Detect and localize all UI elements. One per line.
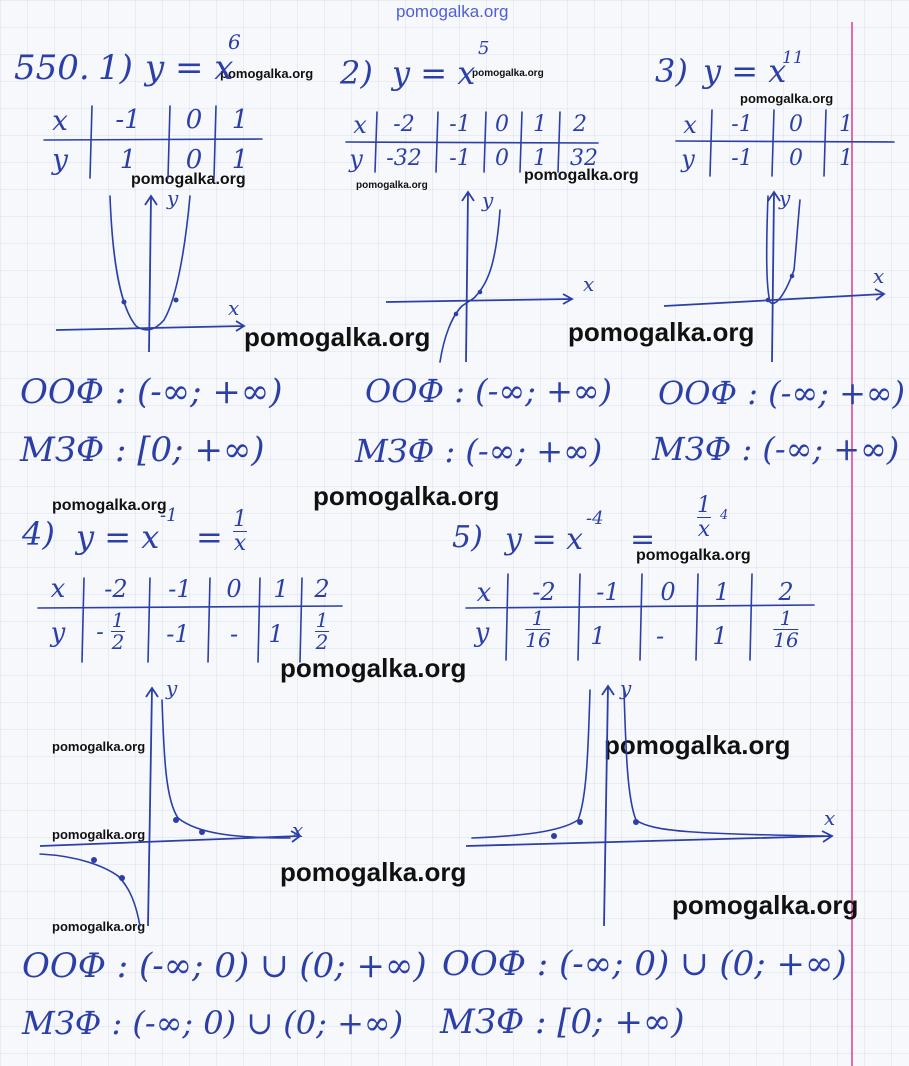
plotted-point <box>790 274 795 279</box>
table-cell: 32 <box>570 146 598 171</box>
fraction-numerator: 1 <box>315 608 329 632</box>
table-rule <box>750 574 752 660</box>
watermark: pomogalka.org <box>52 739 146 754</box>
task-function: y = x <box>392 54 476 92</box>
table-cell: -32 <box>386 146 422 171</box>
domain-text: ООФ : (-∞; 0) ∪ (0; +∞) <box>442 944 847 984</box>
table-rule <box>90 106 92 178</box>
table-cell: -1 <box>731 146 753 171</box>
fraction-denominator: 2 <box>111 630 125 654</box>
table-cell: 0 <box>660 578 676 606</box>
task-label: 2) <box>340 54 373 92</box>
watermark: pomogalka.org <box>524 167 639 184</box>
table-x-label: x <box>476 578 492 608</box>
table-cell: 1 <box>714 578 730 606</box>
table-rule <box>696 574 698 660</box>
fraction-denominator: 16 <box>773 628 799 652</box>
y-axis <box>146 688 158 926</box>
table-cell: 1 <box>533 146 547 171</box>
table-cell: 2 <box>778 578 794 606</box>
axis-y-label: y <box>482 188 494 212</box>
table-rule <box>208 578 210 662</box>
fraction-denominator: x <box>233 531 247 557</box>
axis-y-label: y <box>167 186 179 210</box>
table-rule <box>520 112 522 172</box>
range-text: МЗФ : [0; +∞) <box>20 430 265 470</box>
table-rule <box>375 112 377 172</box>
table-cell: -2 <box>393 112 415 137</box>
axis-x-label: x <box>292 818 304 842</box>
table-rule <box>640 574 642 660</box>
table-rule <box>484 112 486 172</box>
denominator-exponent: 4 <box>720 508 729 523</box>
y-axis <box>768 192 780 362</box>
axis-x-label: x <box>824 806 836 830</box>
table-rule <box>772 110 774 176</box>
table-cell: 1 <box>839 112 853 137</box>
range-text: МЗФ : [0; +∞) <box>440 1002 685 1042</box>
x-axis <box>386 294 572 304</box>
table-cell: 1 <box>590 622 606 650</box>
watermark: pomogalka.org <box>52 919 146 934</box>
table-cell: -1 <box>166 620 190 648</box>
task-exponent: -4 <box>586 508 604 529</box>
table-rule <box>578 574 580 660</box>
task-label: 1) <box>98 48 133 88</box>
axis-y-label: y <box>779 186 791 210</box>
watermark-top: pomogalka.org <box>396 2 509 21</box>
table-cell: 0 <box>495 112 509 137</box>
table-rule <box>346 142 598 143</box>
table-rule <box>558 112 560 172</box>
table-rule <box>214 106 216 178</box>
table-cell: 0 <box>226 575 242 603</box>
watermark: pomogalka.org <box>356 180 428 191</box>
table-rule <box>168 106 170 178</box>
table-y-label: y <box>349 145 363 173</box>
table-x-label: x <box>50 574 66 604</box>
function-curve <box>162 700 290 838</box>
watermark: pomogalka.org <box>244 322 431 352</box>
domain-text: ООФ : (-∞; +∞) <box>20 372 283 412</box>
table-x-label: x <box>683 111 697 139</box>
task-exponent: 6 <box>228 30 241 54</box>
task-function: y = x <box>505 522 584 557</box>
table-cell: 1 <box>273 575 289 603</box>
table-x-label: x <box>52 104 68 137</box>
function-curve <box>472 690 590 838</box>
fraction-numerator: 1 <box>531 606 545 630</box>
table-rule <box>436 112 438 172</box>
function-curve <box>440 210 500 362</box>
fraction-denominator: 16 <box>525 628 551 652</box>
fraction-denominator: 2 <box>315 630 329 654</box>
function-curve <box>40 854 140 926</box>
task-function: y = x <box>76 518 160 556</box>
table-cell: 1 <box>119 145 137 175</box>
plotted-point <box>173 817 179 823</box>
task-exponent: 11 <box>782 48 804 68</box>
task-exponent: -1 <box>160 505 178 526</box>
plotted-point <box>454 312 459 317</box>
table-cell: -1 <box>731 112 753 137</box>
table-cell: 1 <box>268 620 284 648</box>
table-cell: 1 <box>533 112 547 137</box>
table-cell: 0 <box>185 145 203 175</box>
plotted-point <box>91 857 97 863</box>
table-cell: -2 <box>104 575 128 603</box>
table-y-label: y <box>50 618 66 648</box>
axis-x-label: x <box>228 296 240 320</box>
watermark: pomogalka.org <box>568 317 755 347</box>
task-label: 4) <box>22 515 55 553</box>
plotted-point <box>577 819 583 825</box>
plotted-point <box>478 290 483 295</box>
table-rule <box>676 141 894 142</box>
task-equals: = <box>630 522 656 557</box>
table-cell: 0 <box>495 146 509 171</box>
table-rule <box>300 578 302 662</box>
domain-text: ООФ : (-∞; 0) ∪ (0; +∞) <box>22 946 427 986</box>
table-cell-sign: - <box>96 620 104 645</box>
domain-text: ООФ : (-∞; +∞) <box>658 374 906 412</box>
domain-text: ООФ : (-∞; +∞) <box>365 372 613 410</box>
axis-y-label: y <box>166 676 178 700</box>
task-equals: = <box>196 518 223 556</box>
range-text: МЗФ : (-∞; 0) ∪ (0; +∞) <box>22 1004 404 1042</box>
task-function: y = x <box>145 48 234 88</box>
watermark: pomogalka.org <box>604 730 791 760</box>
table-rule <box>44 139 262 140</box>
x-axis <box>40 831 300 846</box>
table-cell: -1 <box>115 105 141 135</box>
table-rule <box>710 110 712 176</box>
table-y-label: y <box>474 618 490 648</box>
table-rule <box>506 574 508 660</box>
table-cell: 0 <box>185 105 203 135</box>
watermark: pomogalka.org <box>472 68 544 79</box>
watermark: pomogalka.org <box>52 497 167 514</box>
plotted-point <box>551 833 557 839</box>
task-label: 5) <box>452 520 483 555</box>
fraction-numerator: 1 <box>697 493 711 518</box>
function-curve <box>767 196 800 303</box>
watermark: pomogalka.org <box>740 91 834 106</box>
table-rule <box>824 110 826 176</box>
problem-number: 550. <box>14 48 90 88</box>
table-cell: 2 <box>314 575 330 603</box>
table-cell: 0 <box>789 146 803 171</box>
watermark: pomogalka.org <box>672 890 859 920</box>
plotted-point <box>633 819 639 825</box>
task-function: y = x <box>703 52 787 90</box>
table-cell: 1 <box>839 146 853 171</box>
y-axis <box>462 192 474 362</box>
plotted-point <box>766 298 771 303</box>
watermark: pomogalka.org <box>131 171 246 188</box>
table-cell: - <box>655 622 665 650</box>
table-rule <box>82 578 84 662</box>
watermark: pomogalka.org <box>220 66 314 81</box>
watermark: pomogalka.org <box>52 827 146 842</box>
table-x-label: x <box>353 111 367 139</box>
table-cell: 2 <box>573 112 587 137</box>
watermark: pomogalka.org <box>280 857 467 887</box>
watermark: pomogalka.org <box>636 547 751 564</box>
table-y-label: y <box>681 145 695 173</box>
table-cell: -1 <box>449 146 471 171</box>
table-cell: 0 <box>789 112 803 137</box>
table-cell: 1 <box>712 622 728 650</box>
task-exponent: 5 <box>478 38 490 59</box>
watermark: pomogalka.org <box>313 481 500 511</box>
y-axis <box>602 686 614 926</box>
fraction-numerator: 1 <box>233 507 247 532</box>
table-cell: - <box>229 620 239 648</box>
axis-y-label: y <box>620 676 632 700</box>
fraction-numerator: 1 <box>779 606 793 630</box>
table-rule <box>466 605 814 608</box>
plotted-point <box>174 298 179 303</box>
table-cell: -1 <box>168 575 192 603</box>
plotted-point <box>199 829 205 835</box>
table-rule <box>148 578 150 662</box>
table-cell: 1 <box>231 145 249 175</box>
table-y-label: y <box>52 143 68 176</box>
fraction-denominator: x <box>697 517 711 543</box>
plotted-point <box>119 875 125 881</box>
range-text: МЗФ : (-∞; +∞) <box>652 430 900 468</box>
plotted-point <box>122 300 127 305</box>
task-label: 3) <box>655 52 688 90</box>
table-cell: 1 <box>231 105 249 135</box>
function-curve <box>624 690 824 836</box>
fraction-numerator: 1 <box>111 608 125 632</box>
table-cell: -2 <box>532 578 556 606</box>
table-cell: -1 <box>449 112 471 137</box>
axis-x-label: x <box>583 272 595 296</box>
watermark: pomogalka.org <box>280 653 467 683</box>
range-text: МЗФ : (-∞; +∞) <box>355 432 603 470</box>
table-rule <box>258 578 260 662</box>
table-cell: -1 <box>596 578 620 606</box>
axis-x-label: x <box>873 264 885 288</box>
x-axis <box>466 831 832 846</box>
